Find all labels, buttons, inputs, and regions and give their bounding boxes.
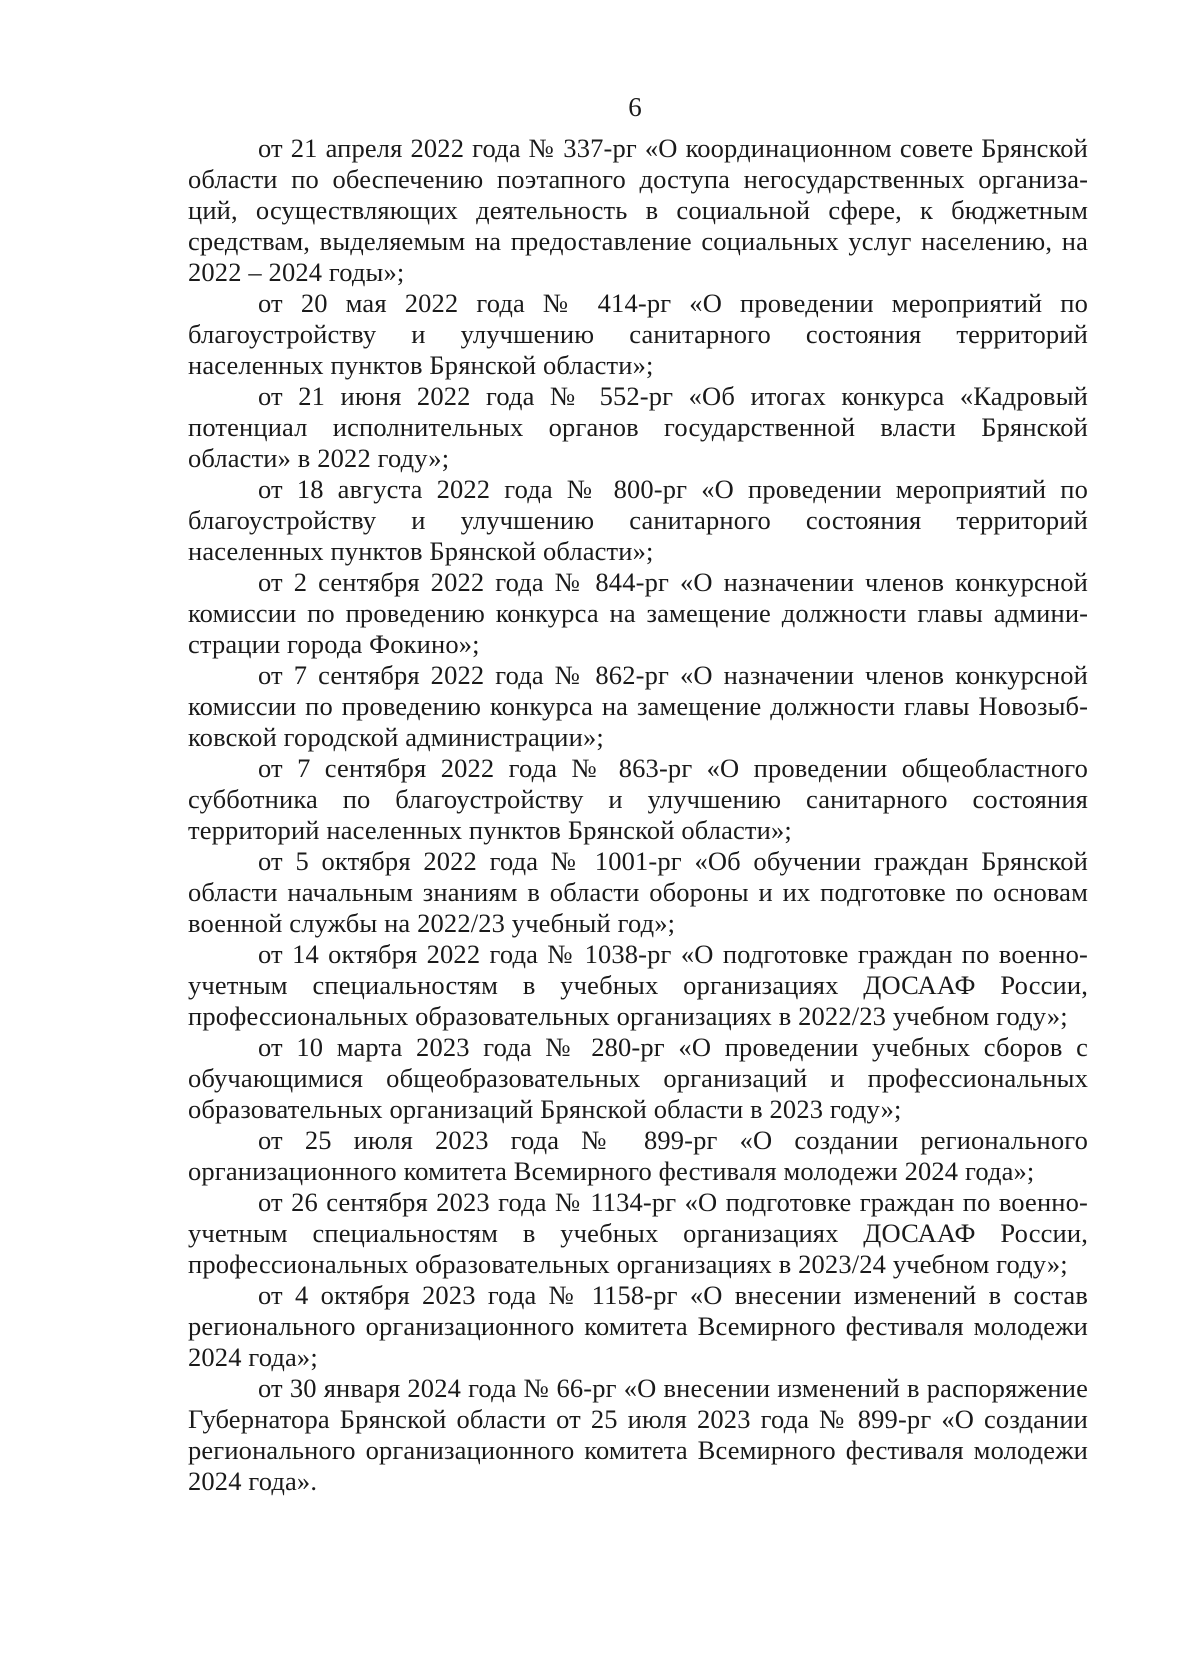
order-item: от 10 марта 2023 года № 280-рг «О проведении учебных сборов с обучающимися общеобразовательных организаций и профессиональных образовательных организаций Брянской области в 2023 году»; xyxy=(188,1032,1088,1124)
order-item: от 18 августа 2022 года № 800-рг «О проведении мероприятий по благоустройству и улучшению санитарного состояния территорий населенных пунктов Брянской области»; xyxy=(188,474,1088,566)
order-item: от 25 июля 2023 года № 899-рг «О создании регионального организационного комитета Всемирного фестиваля молодежи 2024 года»; xyxy=(188,1125,1088,1186)
order-item: от 5 октября 2022 года № 1001-рг «Об обучении граждан Брянской области начальным знаниям в области обороны и их подготовке по основам военной службы на 2022/23 учебный год»; xyxy=(188,846,1088,938)
order-item: от 4 октября 2023 года № 1158-рг «О внесении изменений в состав регионального организационного комитета Всемирного фестиваля молодежи 2024 года»; xyxy=(188,1280,1088,1372)
order-item: от 30 января 2024 года № 66-рг «О внесении изменений в распоряжение Губернатора Брянской области от 25 июля 2023 года № 899-рг «О создании регионального организационного комитета Всемирного фестиваля молодежи 2024 года». xyxy=(188,1373,1088,1496)
order-item: от 7 сентября 2022 года № 862-рг «О назначении членов конкурсной комиссии по проведению конкурса на замещение должности главы Новозыбковской городской администрации»; xyxy=(188,660,1088,752)
order-item: от 20 мая 2022 года № 414-рг «О проведении мероприятий по благоустройству и улучшению санитарного состояния территорий населенных пунктов Брянской области»; xyxy=(188,288,1088,380)
page-number: 6 xyxy=(628,92,642,122)
order-item: от 7 сентября 2022 года № 863-рг «О проведении общеобластного субботника по благоустройству и улучшению санитарного состояния территорий населенных пунктов Брянской области»; xyxy=(188,753,1088,845)
order-item: от 21 июня 2022 года № 552-рг «Об итогах конкурса «Кадровый потенциал исполнительных органов государственной власти Брянской области» в 2022 году»; xyxy=(188,381,1088,473)
order-item: от 14 октября 2022 года № 1038-рг «О подготовке граждан по военно-учетным специальностям в учебных организациях ДОСААФ России, профессиональных образовательных организациях в 2022/23 учебном году»; xyxy=(188,939,1088,1031)
order-list xyxy=(188,133,1088,1497)
order-item: от 2 сентября 2022 года № 844-рг «О назначении членов конкурсной комиссии по проведению конкурса на замещение должности главы администрации города Фокино»; xyxy=(188,567,1088,659)
order-item: от 21 апреля 2022 года № 337-рг «О координационном совете Брянской области по обеспечению поэтапного доступа негосударственных организаций, осуществляющих деятельность в социальной сфере, к бюджетным средствам, выделяемым на предоставление социальных услуг населению, на 2022 – 2024 годы»; xyxy=(188,133,1088,287)
order-item: от 26 сентября 2023 года № 1134-рг «О подготовке граждан по военно-учетным специальностям в учебных организациях ДОСААФ России, профессиональных образовательных организациях в 2023/24 учебном году»; xyxy=(188,1187,1088,1279)
